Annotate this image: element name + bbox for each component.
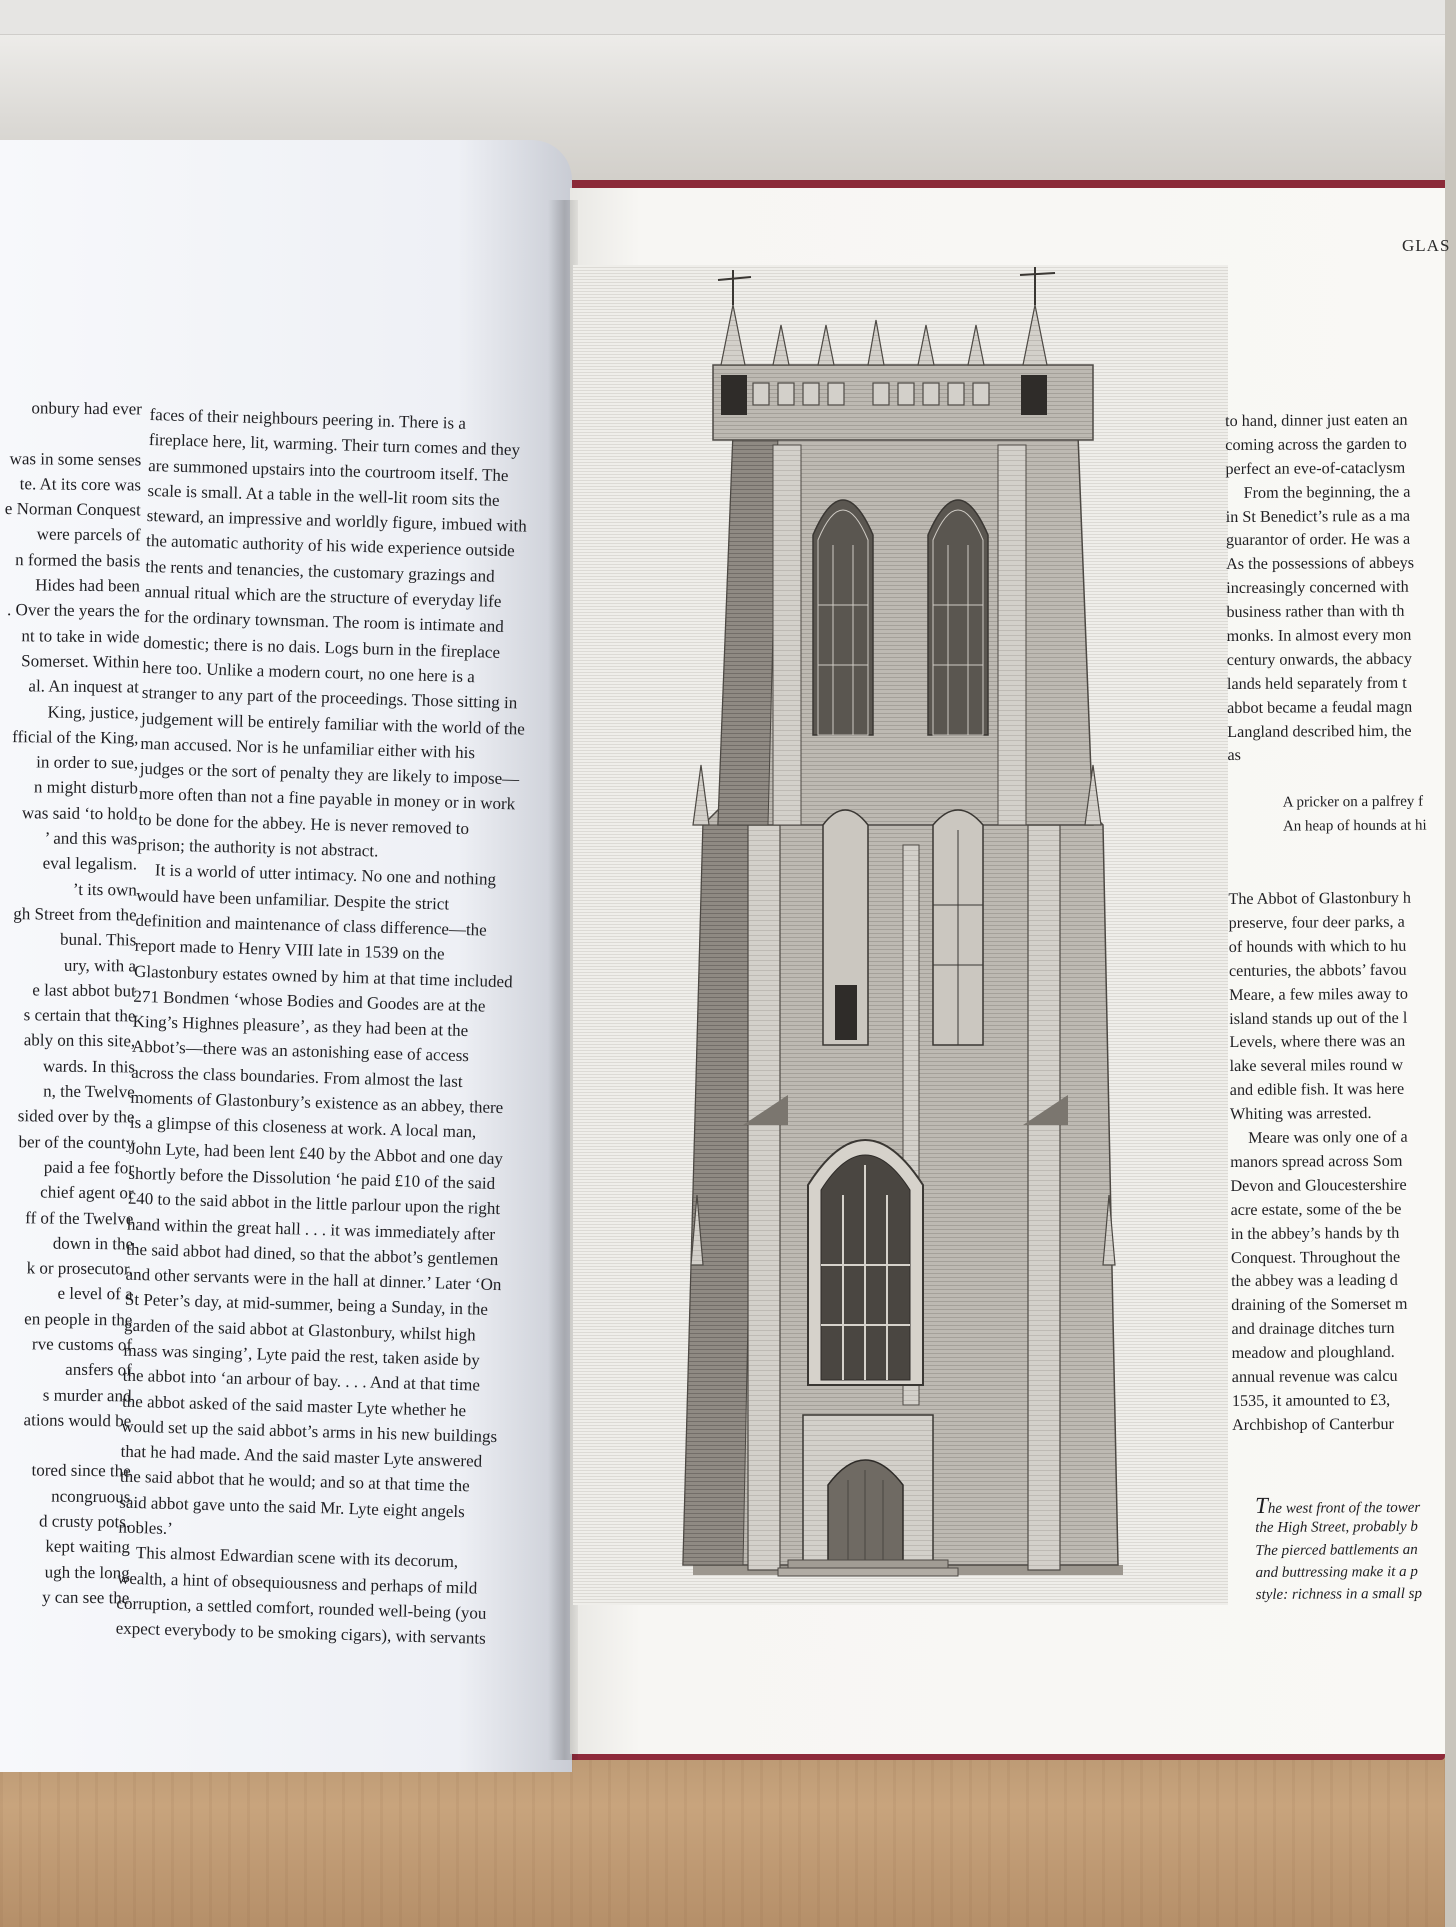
text-line: King’s Highnes pleasure’, as they had been at the <box>132 1011 469 1041</box>
text-line: Devon and Gloucestershire <box>1230 1175 1407 1195</box>
text-line <box>0 1432 131 1459</box>
text-line: judgement will be entirely familiar with the world of the <box>140 708 526 739</box>
caption-line: and buttressing make it a p <box>1255 1563 1418 1581</box>
text-line: report made to Henry VIII late in 1539 on the <box>134 936 445 964</box>
text-line: to hand, dinner just eaten an <box>1225 410 1408 430</box>
text-line: fireplace here, lit, warming. Their turn comes and they <box>148 430 521 460</box>
text-line: in order to sue, <box>36 752 139 773</box>
text-line: hand within the great hall . . . it was immediately after <box>126 1214 496 1244</box>
text-line: ff of the Twelve <box>25 1207 134 1228</box>
text-line: ury, with a <box>63 955 137 975</box>
text-line: n, the Twelve <box>43 1081 135 1102</box>
text-line: gh Street from the <box>13 904 137 925</box>
text-line: rve customs of <box>31 1334 133 1355</box>
text-line: moments of Glastonbury’s existence as an abbey, there <box>130 1087 504 1118</box>
text-line: the abbey was a leading d <box>1231 1271 1398 1291</box>
text-line: te. At its core was <box>19 474 142 495</box>
text-line: Glastonbury estates owned by him at that time included <box>133 961 513 991</box>
text-line: fficial of the King, <box>12 727 139 748</box>
text-line: en people in the <box>24 1308 133 1330</box>
text-line: annual revenue was calcu <box>1231 1366 1398 1386</box>
text-line: Archbishop of Canterbur <box>1232 1414 1394 1434</box>
text-line: perfect an eve-of-cataclysm <box>1225 458 1406 478</box>
text-line: judges or the sort of penalty they are likely to impose— <box>139 759 520 789</box>
text-line: n might disturb <box>33 777 138 798</box>
text-line: King, justice, <box>47 702 139 723</box>
text-line: centuries, the abbots’ favou <box>1228 960 1407 980</box>
text-line: are summoned upstairs into the courtroom itself. The <box>147 455 509 485</box>
text-line: coming across the garden to <box>1225 434 1407 454</box>
text-line: St Peter’s day, at mid-summer, being a Sunday, in the <box>124 1290 489 1320</box>
text-line: for the ordinary townsman. The room is intimate and <box>143 607 505 637</box>
text-line: al. An inquest at <box>28 676 140 697</box>
text-line: n formed the basis <box>15 549 141 571</box>
text-line: expect everybody to be smoking cigars), with servants <box>115 1618 486 1649</box>
caption-line: The west front of the tower <box>1254 1492 1421 1518</box>
text-line: Hides had been <box>35 575 141 596</box>
text-line: manors spread across Som <box>1230 1151 1403 1171</box>
text-line: and drainage ditches turn <box>1231 1319 1395 1339</box>
text-line: 1535, it amounted to £3, <box>1231 1390 1391 1410</box>
text-line: man accused. Nor is he unfamiliar either with his <box>140 733 476 763</box>
text-line: were parcels of <box>36 524 141 545</box>
text-line: the said abbot had dined, so that the abbot’s gentlemen <box>126 1239 499 1269</box>
text-line: the abbot asked of the said master Lyte whether he <box>121 1391 467 1420</box>
text-line: wards. In this <box>42 1056 136 1077</box>
text-line: nt to take in wide <box>21 625 140 647</box>
text-line: the said abbot that he would; and so at that time the <box>119 1467 470 1496</box>
text-line: draining of the Somerset m <box>1231 1295 1408 1315</box>
text-line: the abbot into ‘an arbour of bay. . . . And at that time <box>122 1365 481 1395</box>
text-line: monks. In almost every mon <box>1226 625 1412 646</box>
text-line: in St Benedict’s rule as a ma <box>1225 506 1411 526</box>
text-line: Whiting was arrested. <box>1229 1104 1372 1124</box>
text-line: acre estate, some of the be <box>1230 1199 1402 1219</box>
text-line: e level of a <box>57 1284 133 1304</box>
text-line: e last abbot but <box>32 980 136 1001</box>
text-line: was said ‘to hold <box>21 803 138 824</box>
text-line: prison; the authority is not abstract. <box>137 834 379 861</box>
text-line: As the possessions of abbeys <box>1226 554 1415 574</box>
text-line: lake several miles round w <box>1229 1056 1404 1076</box>
text-line: tored since the <box>31 1460 131 1481</box>
text-line: s murder and <box>42 1385 132 1406</box>
text-line: eval legalism. <box>42 853 138 874</box>
text-line: garden of the said abbot at Glastonbury, whilst high <box>123 1315 476 1345</box>
text-line: kept waiting <box>45 1536 131 1557</box>
text-line: 271 Bondmen ‘whose Bodies and Goodes are at the <box>133 986 486 1016</box>
text-line: as <box>1227 746 1241 765</box>
text-line: and other servants were in the hall at dinner.’ Later ‘On <box>125 1264 502 1295</box>
text-line: faces of their neighbours peering in. There is a <box>149 404 467 433</box>
text-line: in the abbey’s hands by th <box>1230 1223 1400 1243</box>
text-line: would set up the said abbot’s arms in his new buildings <box>121 1416 498 1446</box>
text-line: ably on this site, <box>23 1030 136 1051</box>
text-line: Langland described him, the <box>1227 721 1412 741</box>
text-line: nobles.’ <box>118 1517 174 1539</box>
text-line: and edible fish. It was here <box>1229 1080 1405 1100</box>
text-line: shortly before the Dissolution ‘he paid £10 of the said <box>128 1163 496 1193</box>
left-main-column <box>115 402 549 1652</box>
text-line: definition and maintenance of class difference—the <box>135 910 488 940</box>
text-line: meadow and ploughland. <box>1231 1342 1395 1363</box>
text-line: ber of the county <box>18 1131 135 1153</box>
right-column <box>1225 408 1452 1437</box>
text-line: abbot became a feudal magn <box>1227 697 1413 717</box>
text-line: across the class boundaries. From almost the last <box>131 1062 463 1091</box>
text-line: mass was singing’, Lyte paid the rest, taken aside by <box>123 1340 481 1370</box>
text-line: island stands up out of the l <box>1229 1008 1408 1028</box>
text-line: onbury had ever <box>31 398 142 419</box>
text-line: Levels, where there was an <box>1229 1032 1406 1052</box>
text-line: y can see the <box>41 1587 130 1608</box>
text-line: This almost Edwardian scene with its decorum, <box>135 1543 459 1572</box>
tower-illustration <box>573 265 1228 1605</box>
tower-engraving <box>573 265 1228 1605</box>
text-line: corruption, a settled comfort, rounded well-being (you <box>116 1593 487 1623</box>
text-line: to be done for the abbey. He is never removed to <box>138 809 470 838</box>
text-line: domestic; there is no dais. Logs burn in the fireplace <box>143 632 501 662</box>
text-line: lands held separately from t <box>1226 673 1407 693</box>
text-line: d crusty pots. <box>38 1511 131 1532</box>
text-line: steward, an impressive and worldly figure, imbued with <box>146 506 528 536</box>
text-line: of hounds with which to hu <box>1228 936 1407 956</box>
text-line: the automatic authority of his wide experience outside <box>145 531 515 561</box>
text-line: ugh the long <box>44 1562 130 1583</box>
text-line: . Over the years the <box>7 600 140 621</box>
running-head: GLAS <box>1402 236 1451 255</box>
caption-initial: T <box>1254 1492 1268 1518</box>
wall-shelf-edge <box>0 0 1445 35</box>
text-line: that he had made. And the said master Lyte answered <box>120 1441 483 1471</box>
text-line: John Lyte, had been lent £40 by the Abbot and one day <box>128 1138 504 1168</box>
text-line: scale is small. At a table in the well-lit room sits the <box>147 480 500 510</box>
caption-line: style: richness in a small sp <box>1255 1586 1423 1604</box>
caption-line: The pierced battlements an <box>1255 1541 1418 1559</box>
caption-line: the High Street, probably b <box>1255 1519 1418 1537</box>
text-line: would have been unfamiliar. Despite the strict <box>135 885 450 914</box>
text-line: £40 to the said abbot in the little parlour upon the right <box>127 1188 501 1219</box>
text-line: Meare was only one of a <box>1248 1127 1408 1147</box>
text-line: the rents and tenancies, the customary grazings and <box>145 556 495 586</box>
text-line: here too. Unlike a modern court, no one here is a <box>142 657 476 687</box>
text-line: Somerset. Within <box>21 651 140 672</box>
figure-caption <box>1255 1494 1456 1607</box>
text-line: is a glimpse of this closeness at work. A local man, <box>129 1113 477 1142</box>
text-line: wealth, a hint of obsequiousness and perhaps of mild <box>116 1568 478 1598</box>
text-line: increasingly concerned with <box>1226 577 1409 598</box>
text-line: Meare, a few miles away to <box>1229 984 1409 1004</box>
quote-line: A pricker on a palfrey f <box>1282 793 1424 811</box>
text-line: The Abbot of Glastonbury h <box>1228 888 1412 909</box>
text-line: ncongruous <box>51 1486 131 1507</box>
text-line: paid a fee for <box>43 1157 135 1178</box>
quote-line: An heap of hounds at hi <box>1282 817 1427 835</box>
text-line: Abbot’s—there was an astonishing ease of access <box>131 1037 470 1066</box>
text-line: s certain that the <box>23 1005 136 1026</box>
text-line: k or prosecutor. <box>26 1258 133 1279</box>
text-line: was in some senses <box>9 448 142 470</box>
text-line: ’t its own <box>72 879 137 900</box>
text-line: From the beginning, the a <box>1243 482 1411 502</box>
text-line: stranger to any part of the proceedings. Those sitting in <box>141 683 518 713</box>
text-line: down in the <box>52 1233 134 1254</box>
text-line: more often than not a fine payable in money or in work <box>138 784 516 814</box>
text-line: chief agent or <box>40 1182 134 1203</box>
text-line: ’ and this was <box>44 828 138 849</box>
text-line: annual ritual which are the structure of everyday life <box>144 582 502 611</box>
text-line: said abbot gave unto the said Mr. Lyte eight angels <box>119 1492 466 1521</box>
text-line: It is a world of utter intimacy. No one and nothing <box>154 860 497 890</box>
text-line: e Norman Conquest <box>4 499 141 520</box>
text-line: century onwards, the abbacy <box>1226 649 1412 669</box>
text-line: preserve, four deer parks, a <box>1228 912 1405 933</box>
text-line: sided over by the <box>17 1106 135 1127</box>
text-line: business rather than with th <box>1226 601 1405 622</box>
text-line: bunal. This <box>60 929 137 950</box>
text-line: guarantor of order. He was a <box>1225 530 1411 550</box>
text-line: ansfers of <box>65 1360 132 1380</box>
text-line: Conquest. Throughout the <box>1230 1247 1401 1267</box>
text-line: ations would be <box>23 1410 132 1431</box>
text-line <box>0 420 142 447</box>
